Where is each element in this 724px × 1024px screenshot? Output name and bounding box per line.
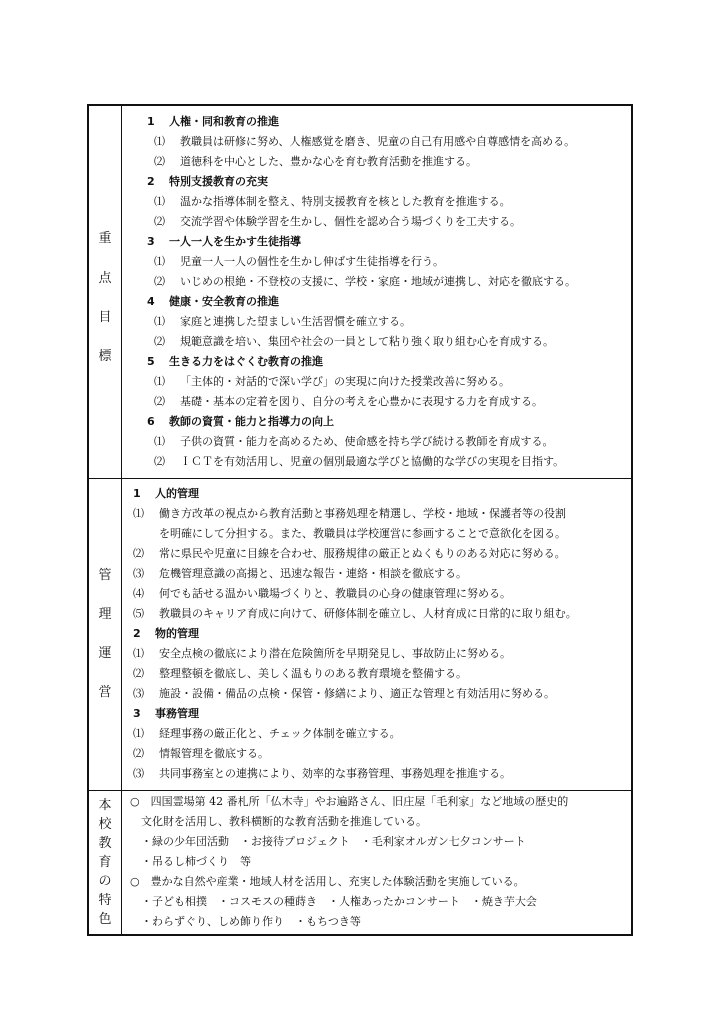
features-row (89, 790, 631, 936)
management-heading: 3 事務管理 (133, 707, 199, 720)
features-label-char: 特 (98, 893, 112, 908)
goal-item: ⑵ 規範意識を培い、集団や社会の一員として粘り強く取り組む心を育成する。 (154, 335, 554, 348)
management-label-char: 理 (98, 607, 112, 622)
goal-heading: 4 健康・安全教育の推進 (147, 295, 279, 308)
management-item: ⑸ 教職員のキャリア育成に向けて、研修体制を確立し、人材育成に日常的に取り組む。 (133, 607, 577, 620)
goals-label-char: 点 (98, 271, 112, 286)
features-label-char: の (98, 874, 112, 889)
features-label (89, 791, 122, 936)
goal-heading: 3 一人一人を生かす生徒指導 (147, 235, 301, 248)
feature-line: ○ 四国霊場第 42 番札所「仏木寺」やお遍路さん、旧庄屋「毛利家」など地域の歴史的 (130, 795, 569, 808)
goal-item: ⑴ 「主体的・対話的で深い学び」の実現に向けた授業改善に努める。 (154, 375, 510, 388)
features-content (122, 791, 631, 936)
feature-line: ・子ども相撲 ・コスモスの種蒔き ・人権あったかコンサート ・焼き芋大会 (130, 895, 537, 908)
goal-item: ⑴ 子供の資質・能力を高めるため、使命感を持ち学び続ける教師を育成する。 (154, 435, 554, 448)
goals-label-char: 重 (98, 231, 112, 246)
goal-heading: 1 人権・同和教育の推進 (147, 115, 279, 128)
management-item: ⑷ 何でも話せる温かい職場づくりと、教職員の心身の健康管理に努める。 (133, 587, 511, 600)
feature-line: ○ 豊かな自然や産業・地域人材を活用し、充実した体験活動を実施している。 (130, 875, 525, 888)
goal-item: ⑴ 温かな指導体制を整え、特別支援教育を核とした教育を推進する。 (154, 195, 511, 208)
management-item: ⑶ 共同事務室との連携により、効率的な事務管理、事務処理を推進する。 (133, 767, 511, 780)
management-item: ⑵ 整理整頓を徹底し、美しく温もりのある教育環境を整備する。 (133, 667, 467, 680)
management-content (122, 479, 631, 790)
goal-item: ⑵ 交流学習や体験学習を生かし、個性を認め合う場づくりを工夫する。 (154, 215, 521, 228)
goals-label-char: 目 (98, 310, 112, 325)
goal-item: ⑴ 教職員は研修に努め、人権感覚を磨き、児童の自己有用感や自尊感情を高める。 (154, 135, 576, 148)
goal-heading: 5 生きる力をはぐくむ教育の推進 (147, 355, 323, 368)
management-heading: 2 物的管理 (133, 627, 199, 640)
management-item: ⑶ 施設・設備・備品の点検・保管・修繕により、適正な管理と有効活用に努める。 (133, 687, 555, 700)
feature-line: ・吊るし柿づくり 等 (130, 855, 251, 868)
goal-item: ⑵ ＩＣＴを有効活用し、児童の個別最適な学びと協働的な学びの実現を目指す。 (154, 455, 565, 468)
feature-line: ・わらずぐり、しめ飾り作り ・もちつき等 (130, 915, 361, 928)
management-label-char: 運 (98, 646, 112, 661)
management-item: ⑴ 経理事務の厳正化と、チェック体制を確立する。 (133, 727, 401, 740)
features-label-char: 本 (98, 798, 112, 813)
goal-item: ⑵ 道徳科を中心とした、豊かな心を育む教育活動を推進する。 (154, 155, 477, 168)
management-label (89, 479, 122, 790)
goals-row (89, 106, 631, 478)
features-label-char: 育 (98, 855, 112, 870)
goals-label-char: 標 (98, 349, 112, 364)
management-label-char: 営 (98, 685, 112, 700)
goal-heading: 6 教師の資質・能力と指導力の向上 (147, 415, 334, 428)
feature-line: ・緑の少年団活動 ・お接待プロジェクト ・毛利家オルガン七夕コンサート (130, 835, 526, 848)
management-item: ⑵ 情報管理を徹底する。 (133, 747, 269, 760)
management-item: ⑶ 危機管理意識の高揚と、迅速な報告・連絡・相談を徹底する。 (133, 567, 467, 580)
goals-content (122, 106, 631, 478)
management-heading: 1 人的管理 (133, 487, 199, 500)
management-item-continuation: を明確にして分担する。また、教職員は学校運営に参画することで意欲化を図る。 (159, 527, 566, 540)
management-item: ⑴ 働き方改革の視点から教育活動と事務処理を精選し、学校・地域・保護者等の役割 (133, 507, 566, 520)
goal-item: ⑵ 基礎・基本の定着を図り、自分の考えを心豊かに表現する力を育成する。 (154, 395, 543, 408)
management-item: ⑴ 安全点検の徹底により潜在危険箇所を早期発見し、事故防止に努める。 (133, 647, 511, 660)
features-label-char: 教 (98, 836, 112, 851)
goals-label (89, 106, 122, 478)
school-policy-table (87, 104, 633, 936)
goal-heading: 2 特別支援教育の充実 (147, 175, 268, 188)
goal-item: ⑵ いじめの根絶・不登校の支援に、学校・家庭・地域が連携し、対応を徹底する。 (154, 275, 576, 288)
goal-item: ⑴ 家庭と連携した望ましい生活習慣を確立する。 (154, 315, 411, 328)
feature-line: 文化財を活用し、教科横断的な教育活動を推進している。 (130, 815, 427, 828)
management-row (89, 478, 631, 790)
management-label-char: 管 (98, 568, 112, 583)
features-label-char: 色 (98, 912, 112, 927)
management-item: ⑵ 常に県民や児童に目線を合わせ、服務規律の厳正とぬくもりのある対応に努める。 (133, 547, 566, 560)
features-label-char: 校 (98, 817, 112, 832)
goal-item: ⑴ 児童一人一人の個性を生かし伸ばす生徒指導を行う。 (154, 255, 444, 268)
